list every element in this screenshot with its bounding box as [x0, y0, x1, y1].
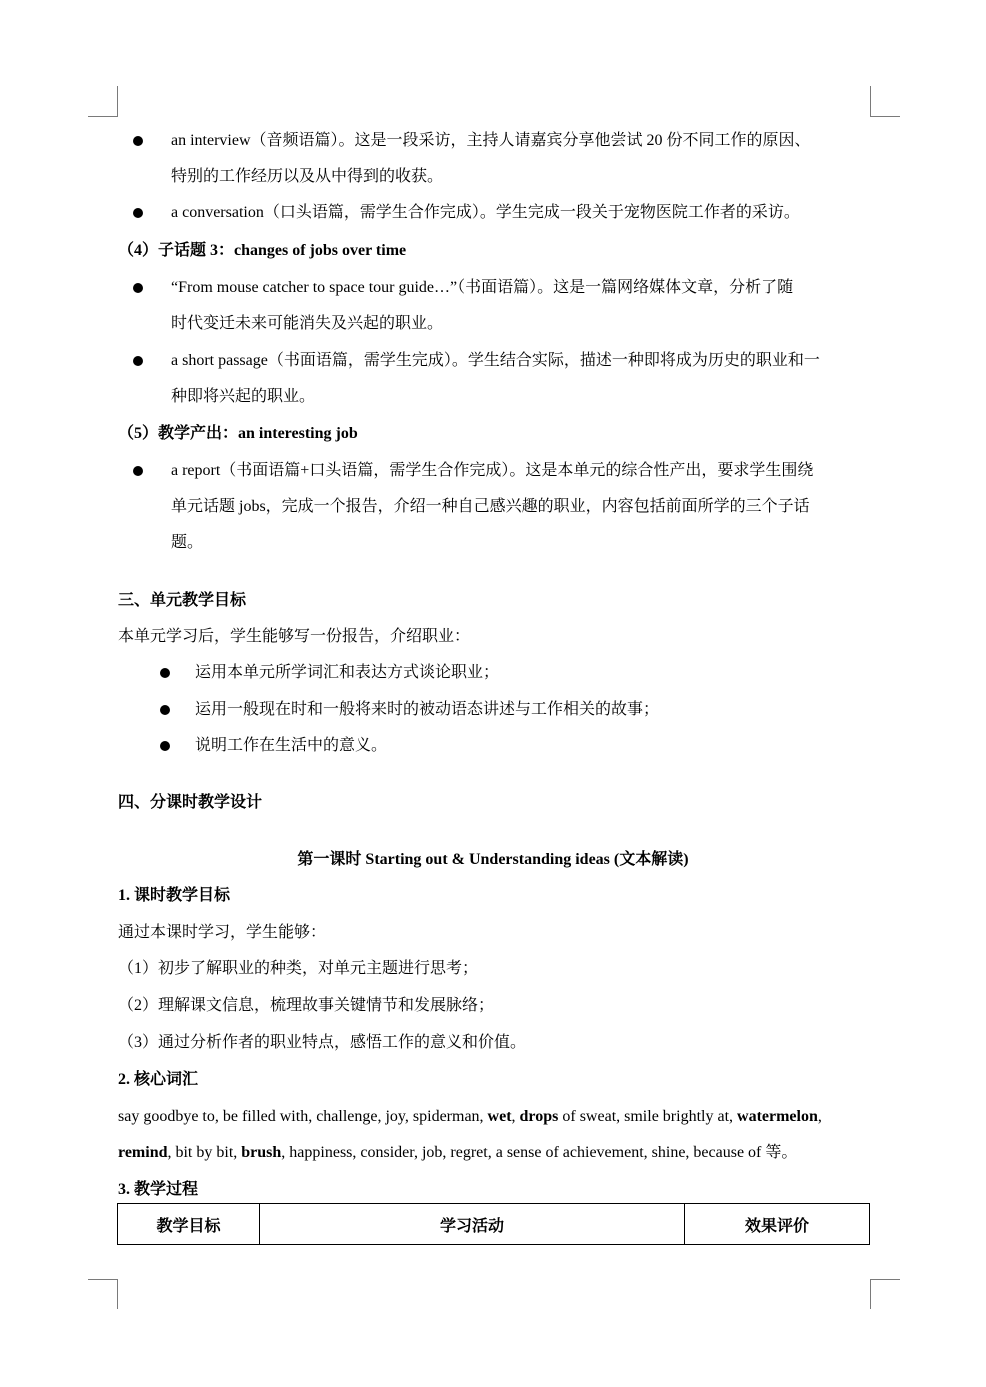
vocab-bold-word: remind: [118, 1144, 168, 1161]
list-item-report-line3: 题。: [171, 534, 204, 551]
vocab-text: of sweat, smile brightly at,: [558, 1108, 738, 1125]
output-heading: （5）教学产出：an interesting job: [118, 425, 358, 442]
objectives-intro: 通过本课时学习，学生能够：: [118, 924, 327, 941]
vocab-text: ,: [511, 1108, 520, 1125]
vocab-bold-word: wet: [487, 1108, 512, 1125]
objective-item: （2）理解课文信息，梳理故事关键情节和发展脉络；: [118, 997, 495, 1014]
crop-mark-bottom-left-v: [117, 1279, 118, 1309]
vocab-bold-word: watermelon: [737, 1108, 818, 1125]
process-heading: 3. 教学过程: [118, 1181, 199, 1198]
crop-mark-bottom-right-v: [870, 1279, 871, 1309]
bullet-icon: [160, 741, 170, 751]
teaching-process-table: [117, 1203, 870, 1245]
vocab-text: say goodbye to, be filled with, challenge, joy, spiderman,: [118, 1108, 488, 1125]
list-item-passage-line1: a short passage（书面语篇，需学生完成）。学生结合实际，描述一种即将成为历史的职业和一: [171, 352, 820, 369]
table-header-goal: 教学目标: [118, 1204, 260, 1245]
goal-item: 说明工作在生活中的意义。: [195, 737, 388, 754]
vocab-text: ,: [817, 1108, 822, 1125]
vocab-bold-word: brush: [241, 1144, 282, 1161]
section-3-heading: 三、单元教学目标: [118, 592, 247, 609]
crop-mark-top-right-h: [870, 116, 900, 117]
list-item-article-line2: 时代变迁未来可能消失及兴起的职业。: [171, 315, 444, 332]
bullet-icon: [133, 466, 143, 476]
table-header-evaluation: 效果评价: [685, 1204, 870, 1245]
objective-item: （1）初步了解职业的种类，对单元主题进行思考；: [118, 960, 479, 977]
vocab-text: , bit by bit,: [167, 1144, 242, 1161]
bullet-icon: [133, 283, 143, 293]
crop-mark-bottom-right-h: [870, 1279, 900, 1280]
crop-mark-top-left-v: [117, 86, 118, 116]
list-item-interview-line1: an interview（音频语篇）。这是一段采访，主持人请嘉宾分享他尝试 20 份不同工作的原因、: [171, 132, 811, 149]
subtopic-3-heading: （4）子话题 3：changes of jobs over time: [118, 242, 407, 259]
vocab-heading: 2. 核心词汇: [118, 1071, 199, 1088]
goal-item: 运用本单元所学词汇和表达方式谈论职业；: [195, 664, 500, 681]
vocab-line-2: [118, 1142, 797, 1164]
bullet-icon: [133, 136, 143, 146]
bullet-icon: [160, 705, 170, 715]
objectives-heading: 1. 课时教学目标: [118, 887, 231, 904]
vocab-line-1: [118, 1106, 822, 1128]
bullet-icon: [133, 356, 143, 366]
list-item-passage-line2: 种即将兴起的职业。: [171, 388, 316, 405]
list-item-interview-line2: 特别的工作经历以及从中得到的收获。: [171, 168, 444, 185]
lesson-title: 第一课时 Starting out & Understanding ideas (文本解读): [297, 851, 689, 868]
vocab-text: , happiness, consider, job, regret, a sense of achievement, shine, because of 等。: [281, 1144, 798, 1161]
crop-mark-top-right-v: [870, 86, 871, 116]
bullet-icon: [133, 208, 143, 218]
list-item-article-line1: “From mouse catcher to space tour guide…”（书面语篇）。这是一篇网络媒体文章，分析了随: [171, 279, 794, 296]
list-item-report-line2: 单元话题 jobs，完成一个报告，介绍一种自己感兴趣的职业，内容包括前面所学的三个子话: [171, 498, 810, 515]
bullet-icon: [160, 668, 170, 678]
crop-mark-bottom-left-h: [88, 1279, 118, 1280]
table-header-row: [118, 1204, 870, 1245]
list-item-report-line1: a report（书面语篇+口头语篇，需学生合作完成）。这是本单元的综合性产出，要求学生围绕: [171, 462, 814, 479]
section-4-heading: 四、分课时教学设计: [118, 794, 263, 811]
section-3-intro: 本单元学习后，学生能够写一份报告，介绍职业：: [118, 628, 471, 645]
vocab-bold-word: drops: [519, 1108, 559, 1125]
objective-item: （3）通过分析作者的职业特点，感悟工作的意义和价值。: [118, 1034, 527, 1051]
crop-mark-top-left-h: [88, 116, 118, 117]
list-item-conversation: a conversation（口头语篇，需学生合作完成）。学生完成一段关于宠物医院工作者的采访。: [171, 204, 800, 221]
goal-item: 运用一般现在时和一般将来时的被动语态讲述与工作相关的故事；: [195, 701, 660, 718]
table-header-activity: 学习活动: [260, 1204, 685, 1245]
